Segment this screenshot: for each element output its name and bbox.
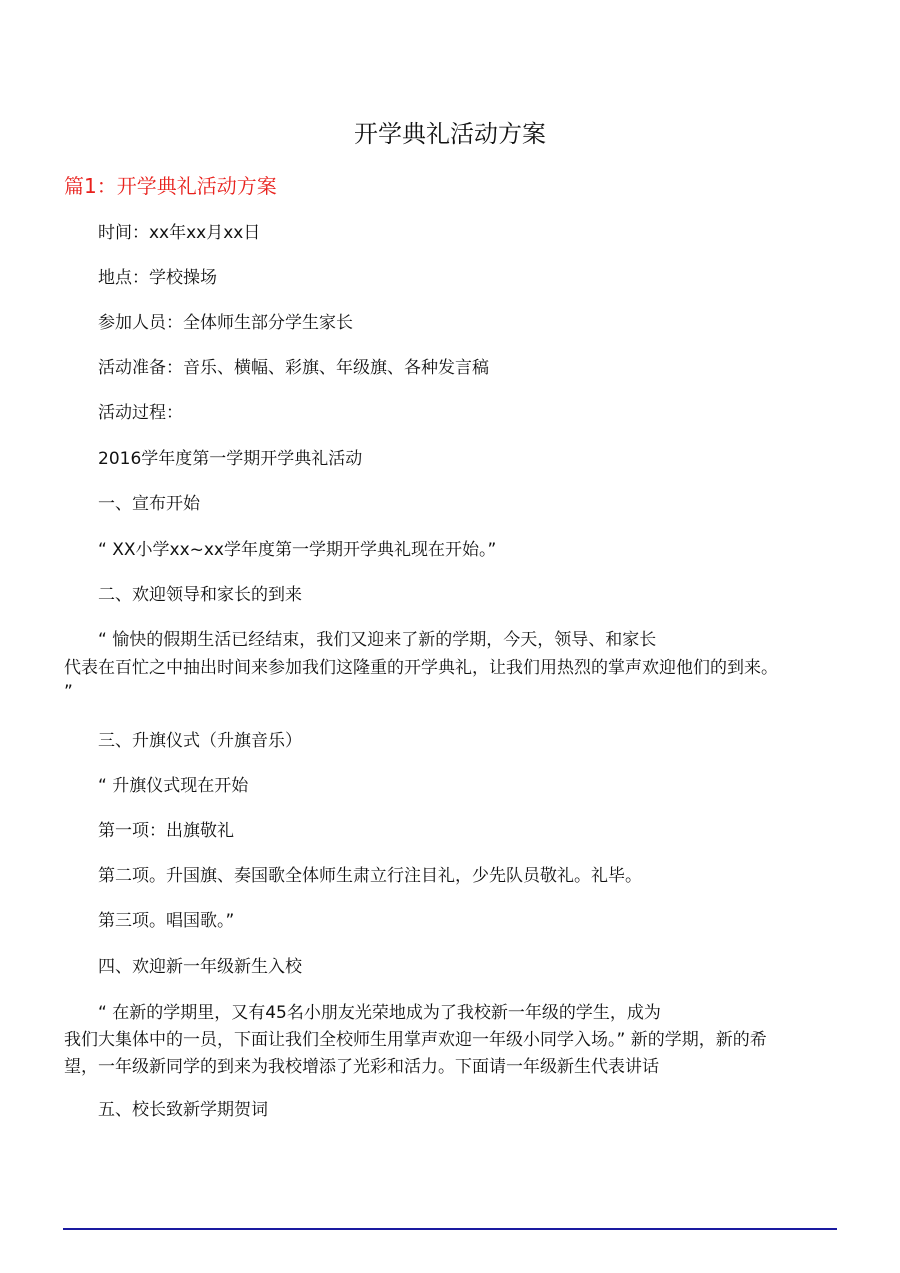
text-line: “ XX小学xx~xx学年度第一学期开学典礼现在开始。” (98, 540, 497, 560)
text-line-process: 活动过程： (98, 403, 183, 423)
text-line: 我们大集体中的一员，下面让我们全校师生用掌声欢迎一年级小同学入场。” 新的学期，新的希 (64, 1030, 767, 1050)
text-line-time: 时间：xx年xx月xx日 (98, 223, 261, 243)
section-heading: 篇1：开学典礼活动方案 (64, 174, 277, 198)
text-line: 第三项。唱国歌。” (98, 911, 235, 931)
text-line-item-4: 四、欢迎新一年级新生入校 (98, 957, 302, 977)
text-line: 第二项。升国旗、奏国歌全体师生肃立行注目礼，少先队员敬礼。礼毕。 (98, 866, 642, 886)
footer-divider (63, 1228, 837, 1230)
text-line: 望，一年级新同学的到来为我校增添了光彩和活力。下面请一年级新生代表讲话 (64, 1057, 659, 1077)
text-line-location: 地点：学校操场 (98, 268, 217, 288)
document-title: 开学典礼活动方案 (354, 120, 546, 148)
text-line: “ 在新的学期里，又有45名小朋友光荣地成为了我校新一年级的学生，成为 (98, 1003, 661, 1023)
text-line-event: 2016学年度第一学期开学典礼活动 (98, 449, 363, 469)
text-line-preparation: 活动准备：音乐、横幅、彩旗、年级旗、各种发言稿 (98, 358, 489, 378)
text-line: “ 愉快的假期生活已经结束，我们又迎来了新的学期，今天，领导、和家长 (98, 630, 657, 650)
text-line: ” (64, 682, 73, 702)
text-line-item-5: 五、校长致新学期贺词 (98, 1100, 268, 1120)
text-line-item-1: 一、宣布开始 (98, 494, 200, 514)
text-line: 第一项：出旗敬礼 (98, 821, 234, 841)
text-line: 代表在百忙之中抽出时间来参加我们这隆重的开学典礼，让我们用热烈的掌声欢迎他们的到来。 (64, 658, 778, 678)
text-line: “ 升旗仪式现在开始 (98, 776, 249, 796)
text-line-item-3: 三、升旗仪式（升旗音乐） (98, 731, 302, 751)
text-line-item-2: 二、欢迎领导和家长的到来 (98, 585, 302, 605)
text-line-participants: 参加人员：全体师生部分学生家长 (98, 313, 353, 333)
